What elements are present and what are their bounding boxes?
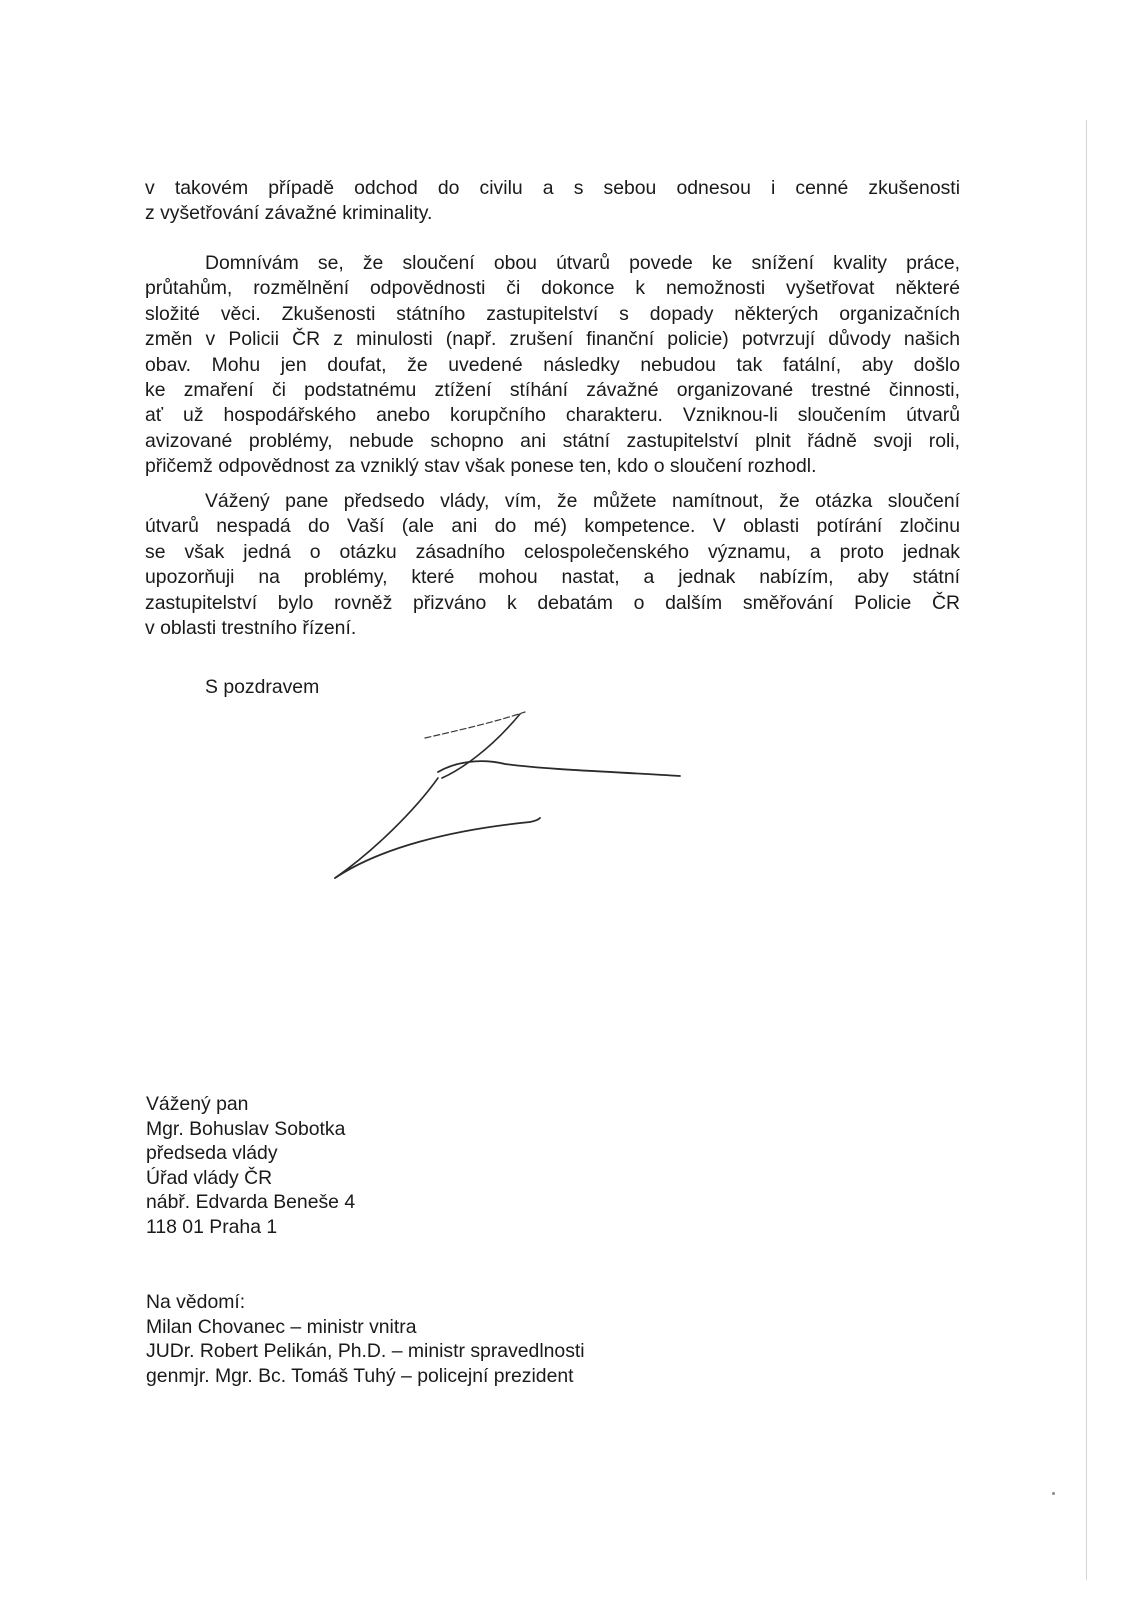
copy-recipient: Milan Chovanec – ministr vnitra (146, 1315, 417, 1338)
copy-recipient: genmjr. Mgr. Bc. Tomáš Tuhý – policejní prezident (146, 1364, 574, 1387)
handwritten-signature (320, 700, 700, 900)
text-line: v takovém případě odchod do civilu a s sebou odnesou i cenné zkušenosti (145, 177, 960, 199)
text-line: složité věci. Zkušenosti státního zastupitelství s dopady některých organizačních (145, 302, 960, 325)
paragraph-concerns (145, 251, 960, 480)
scan-edge-line (1086, 120, 1087, 1580)
text-line: z vyšetřování závažné kriminality. (145, 202, 433, 225)
text-line: se však jedná o otázku zásadního celospolečenského významu, a proto jednak (145, 540, 960, 563)
text-line: přičemž odpovědnost za vzniklý stav však ponese ten, kdo o sloučení rozhodl. (145, 455, 817, 478)
text-line: obav. Mohu jen doufat, že uvedené následky nebudou tak fatální, aby došlo (145, 353, 960, 376)
text-line: avizované problémy, nebude schopno ani státní zastupitelství plnit řádně svoji roli, (145, 429, 960, 452)
text-line: Vážený pane předsedo vlády, vím, že můžete namítnout, že otázka sloučení (205, 490, 960, 512)
text-line: útvarů nespadá do Vaší (ale ani do mé) kompetence. V oblasti potírání zločinu (145, 515, 960, 538)
text-line: v oblasti trestního řízení. (145, 617, 357, 640)
paragraph-appeal (145, 489, 960, 641)
paragraph-continuation (145, 176, 960, 227)
text-line: ke zmaření či podstatnému ztížení stíhání závažné organizované trestné činnosti, (145, 379, 960, 402)
copy-recipient: JUDr. Robert Pelikán, Ph.D. – ministr spravedlnosti (146, 1340, 585, 1362)
text-line: ať už hospodářského anebo korupčního charakteru. Vzniknou-li sloučením útvarů (145, 404, 960, 427)
copies-list (146, 1290, 585, 1388)
recipient-address (146, 1092, 355, 1239)
text-line: průtahům, rozmělnění odpovědnosti či dokonce k nemožnosti vyšetřovat některé (145, 277, 960, 300)
recipient-position: předseda vlády (146, 1142, 278, 1164)
recipient-salutation: Vážený pan (146, 1093, 249, 1115)
copies-heading: Na vědomí: (146, 1291, 246, 1313)
recipient-name: Mgr. Bohuslav Sobotka (146, 1117, 346, 1140)
signature-strokes (335, 712, 680, 878)
text-line: změn v Policii ČR z minulosti (např. zrušení finanční policie) potvrzují důvody našich (145, 328, 960, 351)
recipient-office: Úřad vlády ČR (146, 1166, 273, 1189)
text-line: Domnívám se, že sloučení obou útvarů povede ke snížení kvality práce, (205, 252, 960, 274)
scan-speck (1052, 1492, 1055, 1495)
recipient-city: 118 01 Praha 1 (146, 1215, 278, 1238)
text-line: upozorňuji na problémy, které mohou nastat, a jednak nabízím, aby státní (145, 566, 960, 589)
closing-greeting: S pozdravem (205, 676, 320, 698)
text-line: zastupitelství bylo rovněž přizváno k debatám o dalším směřování Policie ČR (145, 591, 960, 614)
recipient-street: nábř. Edvarda Beneše 4 (146, 1191, 356, 1213)
